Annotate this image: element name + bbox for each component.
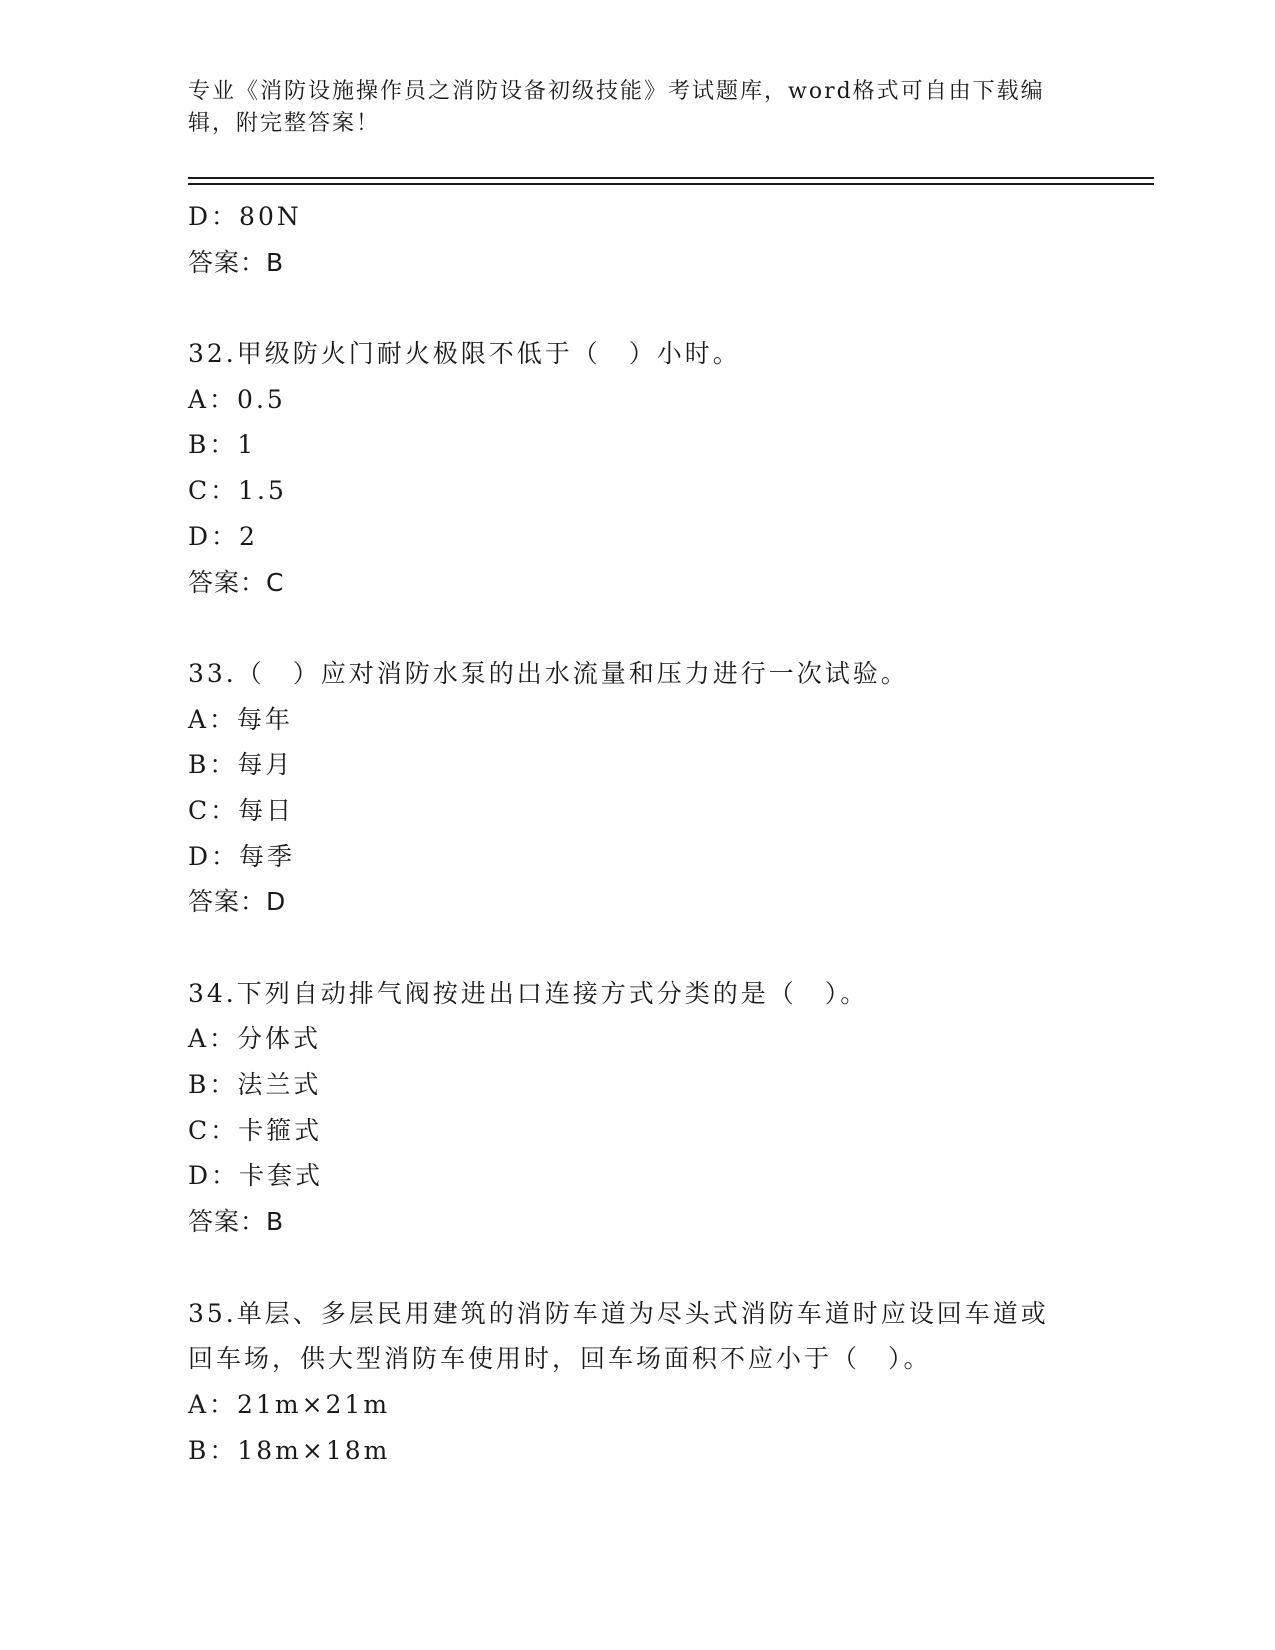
spacer: [188, 925, 1148, 971]
header-line-2: 辑，附完整答案！: [188, 111, 381, 136]
answer-label: 答案：D: [188, 887, 287, 917]
question-stem-line-1: 35.单层、多层民用建筑的消防车道为尽头式消防车道时应设回车道或: [188, 1298, 1049, 1328]
option-a: A：0.5: [188, 384, 286, 414]
header-rule-top: [188, 177, 1154, 179]
option-c: C：卡箍式: [188, 1115, 323, 1145]
option-b: B：1: [188, 430, 257, 460]
option-c: C：1.5: [188, 476, 287, 506]
option-d: D：每季: [188, 841, 296, 871]
document-header: [188, 76, 1088, 140]
option-b: B：每月: [188, 750, 294, 780]
option-d: D：2: [188, 521, 258, 551]
header-line-1: 专业《消防设施操作员之消防设备初级技能》考试题库，word格式可自由下载编: [188, 79, 1045, 104]
header-rule-bottom: [188, 183, 1154, 185]
answer-label: 答案：B: [188, 247, 285, 277]
question-34: [188, 971, 1148, 1245]
option-d: D：卡套式: [188, 1161, 324, 1191]
option-c: C：每日: [188, 795, 295, 825]
question-35: [188, 1291, 1148, 1474]
question-stem: 33.（ ）应对消防水泵的出水流量和压力进行一次试验。: [188, 658, 909, 688]
answer-label: 答案：B: [188, 1207, 285, 1237]
option-a: A：分体式: [188, 1024, 322, 1054]
question-list: [188, 194, 1148, 1473]
question-33: [188, 651, 1148, 925]
option-a: A：每年: [188, 704, 294, 734]
option-a: A：21m×21m: [188, 1389, 391, 1419]
spacer: [188, 285, 1148, 331]
question-stem-line-2: 回车场，供大型消防车使用时，回车场面积不应小于（ ）。: [188, 1344, 932, 1374]
option-b: B：18m×18m: [188, 1435, 391, 1465]
spacer: [188, 1245, 1148, 1291]
question-stem: 32.甲级防火门耐火极限不低于（ ）小时。: [188, 339, 741, 369]
question-32: [188, 331, 1148, 605]
question-stem: 34.下列自动排气阀按进出口连接方式分类的是（ ）。: [188, 978, 869, 1008]
option-d: D：80N: [188, 202, 302, 231]
spacer: [188, 605, 1148, 651]
option-b: B：法兰式: [188, 1070, 322, 1100]
answer-label: 答案：C: [188, 567, 285, 597]
